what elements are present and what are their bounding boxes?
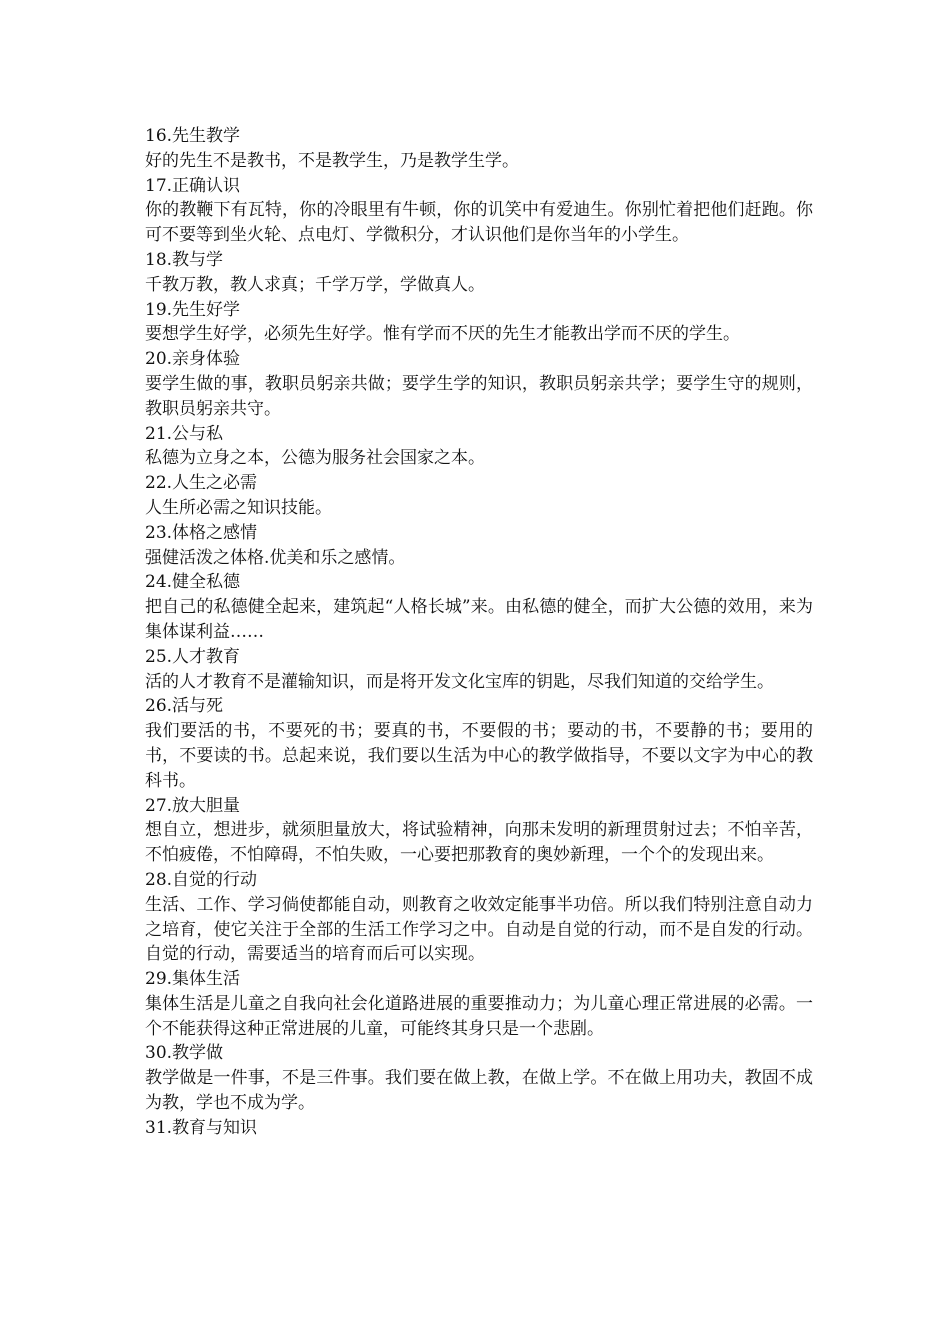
entry-title: 21.公与私 <box>145 423 224 444</box>
entry-17 <box>145 174 813 248</box>
entry-27 <box>145 794 813 868</box>
entry-16 <box>145 124 813 174</box>
entry-19 <box>145 298 813 348</box>
entry-title: 24.健全私德 <box>145 572 241 593</box>
entry-body: 要想学生好学，必须先生好学。惟有学而不厌的先生才能教出学而不厌的学生。 <box>145 324 740 345</box>
entry-title: 31.教育与知识 <box>145 1117 258 1138</box>
entry-30 <box>145 1041 813 1115</box>
entry-24 <box>145 570 813 644</box>
entry-body: 想自立，想进步，就须胆量放大，将试验精神，向那未发明的新理贯射过去；不怕辛苦，不怕疲倦，不怕障碍，不怕失败，一心要把那教育的奥妙新理，一个个的发现出来。 <box>145 820 813 866</box>
entry-21 <box>145 422 813 472</box>
entry-body: 生活、工作、学习倘使都能自动，则教育之收效定能事半功倍。所以我们特别注意自动力之培育，使它关注于全部的生活工作学习之中。自动是自觉的行动，而不是自发的行动。自觉的行动，需要适当的培育而后可以实现。 <box>145 894 813 965</box>
entry-body: 你的教鞭下有瓦特，你的冷眼里有牛顿，你的讥笑中有爱迪生。你别忙着把他们赶跑。你可不要等到坐火轮、点电灯、学微积分，才认识他们是你当年的小学生。 <box>145 200 813 246</box>
document-body <box>145 124 813 1141</box>
entry-22 <box>145 471 813 521</box>
entry-title: 16.先生教学 <box>145 126 241 146</box>
entry-body: 千教万教，教人求真；千学万学，学做真人。 <box>145 274 485 295</box>
entry-title: 25.人才教育 <box>145 646 241 667</box>
entry-23 <box>145 521 813 571</box>
entry-body: 我们要活的书，不要死的书；要真的书，不要假的书；要动的书，不要静的书；要用的书，不要读的书。总起来说，我们要以生活为中心的教学做指导，不要以文字为中心的教科书。 <box>145 721 813 791</box>
entry-title: 17.正确认识 <box>145 175 241 196</box>
entry-title: 20.亲身体验 <box>145 349 241 370</box>
entry-title: 27.放大胆量 <box>145 795 241 816</box>
entry-title: 29.集体生活 <box>145 969 241 990</box>
entry-body: 教学做是一件事，不是三件事。我们要在做上教，在做上学。不在做上用功夫，教固不成为教，学也不成为学。 <box>145 1068 813 1114</box>
entry-body: 活的人才教育不是灌输知识，而是将开发文化宝库的钥匙，尽我们知道的交给学生。 <box>145 671 774 692</box>
entry-title: 18.教与学 <box>145 249 224 270</box>
entry-title: 19.先生好学 <box>145 299 241 320</box>
entry-title: 23.体格之感情 <box>145 522 258 543</box>
entry-title: 28.自觉的行动 <box>145 869 258 890</box>
entry-28 <box>145 868 813 967</box>
entry-body: 集体生活是儿童之自我向社会化道路进展的重要推动力；为儿童心理正常进展的必需。一个不能获得这种正常进展的儿童，可能终其身只是一个悲剧。 <box>145 993 813 1039</box>
entry-title: 30.教学做 <box>145 1043 224 1064</box>
entry-18 <box>145 248 813 298</box>
entry-25 <box>145 645 813 695</box>
entry-title: 26.活与死 <box>145 696 224 717</box>
entry-body: 好的先生不是教书，不是教学生，乃是教学生学。 <box>145 150 519 171</box>
entry-29 <box>145 967 813 1041</box>
entry-body: 私德为立身之本，公德为服务社会国家之本。 <box>145 448 485 469</box>
entry-20 <box>145 347 813 421</box>
entry-body: 人生所必需之知识技能。 <box>145 497 332 518</box>
entry-26 <box>145 694 813 793</box>
entry-body: 要学生做的事，教职员躬亲共做；要学生学的知识，教职员躬亲共学；要学生守的规则，教职员躬亲共守。 <box>145 373 813 419</box>
entry-title: 22.人生之必需 <box>145 473 258 494</box>
entry-body: 强健活泼之体格.优美和乐之感情。 <box>145 547 406 568</box>
entry-body: 把自己的私德健全起来，建筑起“人格长城”来。由私德的健全，而扩大公德的效用，来为集体谋利益…… <box>145 597 813 642</box>
entry-31 <box>145 1116 813 1141</box>
